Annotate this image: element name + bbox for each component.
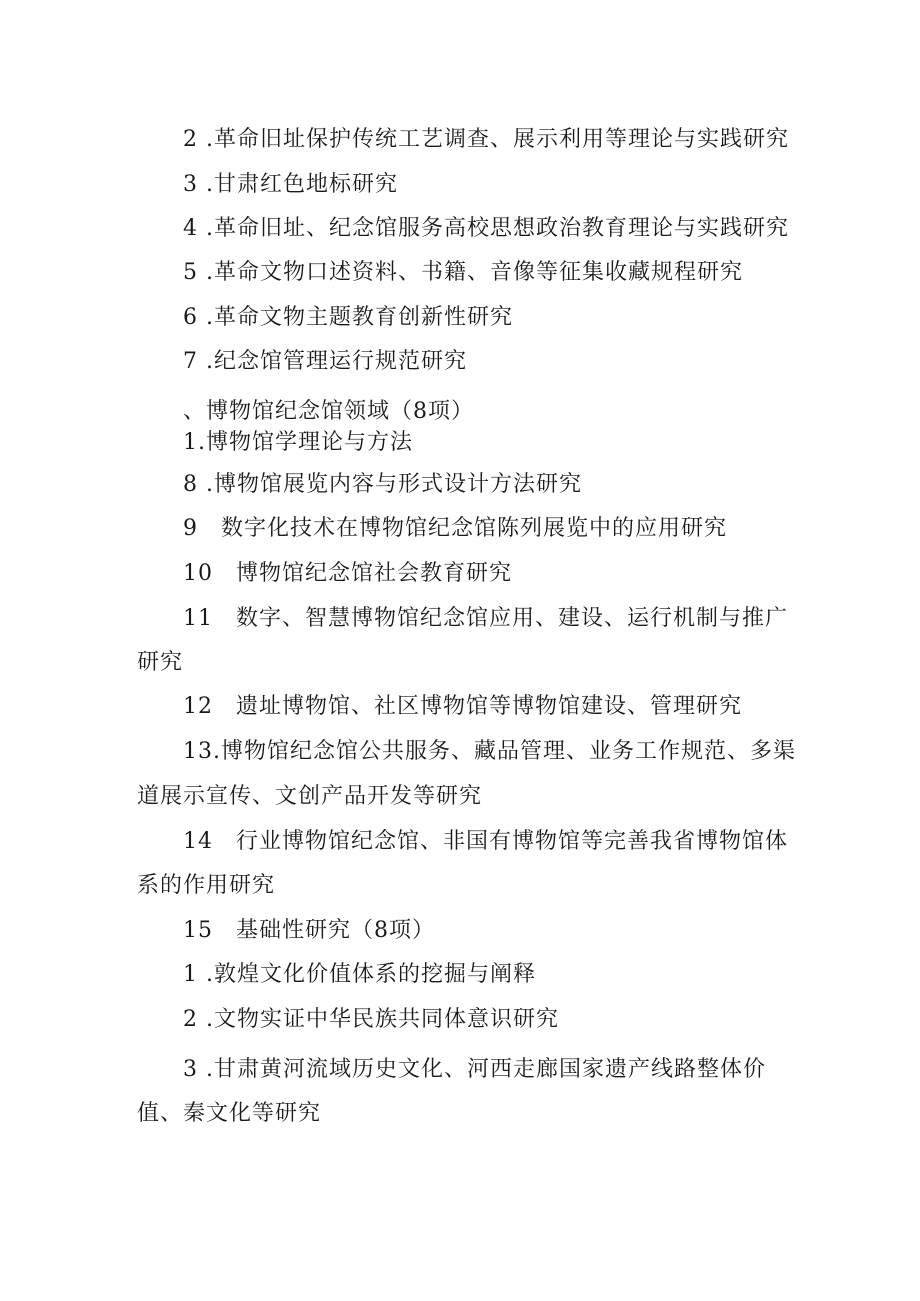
list-item-continuation: 系的作用研究 <box>137 873 276 898</box>
section-heading: 、博物馆纪念馆领域（8项） <box>183 399 474 424</box>
list-item: 8 .博物馆展览内容与形式设计方法研究 <box>183 472 582 497</box>
list-item: 5 .革命文物口述资料、书籍、音像等征集收藏规程研究 <box>183 260 743 285</box>
list-item: 3 .甘肃黄河流域历史文化、河西走廊国家遗产线路整体价 <box>183 1057 766 1082</box>
list-item-continuation: 研究 <box>137 650 184 675</box>
list-item: 6 .革命文物主题教育创新性研究 <box>183 305 513 330</box>
list-item: 2 .文物实证中华民族共同体意识研究 <box>183 1007 559 1032</box>
list-item: 9 数字化技术在博物馆纪念馆陈列展览中的应用研究 <box>183 516 727 541</box>
list-item: 11 数字、智慧博物馆纪念馆应用、建设、运行机制与推广 <box>183 606 788 631</box>
list-item: 13.博物馆纪念馆公共服务、藏品管理、业务工作规范、多渠 <box>183 739 796 764</box>
list-item: 1.博物馆学理论与方法 <box>183 430 413 455</box>
list-item: 7 .纪念馆管理运行规范研究 <box>183 349 467 374</box>
list-item: 4 .革命旧址、纪念馆服务高校思想政治教育理论与实践研究 <box>183 216 789 241</box>
list-item: 14 行业博物馆纪念馆、非国有博物馆等完善我省博物馆体 <box>183 829 788 854</box>
list-item: 12 遗址博物馆、社区博物馆等博物馆建设、管理研究 <box>183 694 742 719</box>
section-heading: 15 基础性研究（8项） <box>183 918 435 943</box>
list-item-continuation: 道展示宣传、文创产品开发等研究 <box>137 784 483 809</box>
list-item: 3 .甘肃红色地标研究 <box>183 172 398 197</box>
list-item-continuation: 值、秦文化等研究 <box>137 1101 322 1126</box>
list-item: 10 博物馆纪念馆社会教育研究 <box>183 561 512 586</box>
list-item: 2 .革命旧址保护传统工艺调查、展示利用等理论与实践研究 <box>183 127 789 152</box>
list-item: 1 .敦煌文化价值体系的挖掘与阐释 <box>183 962 536 987</box>
